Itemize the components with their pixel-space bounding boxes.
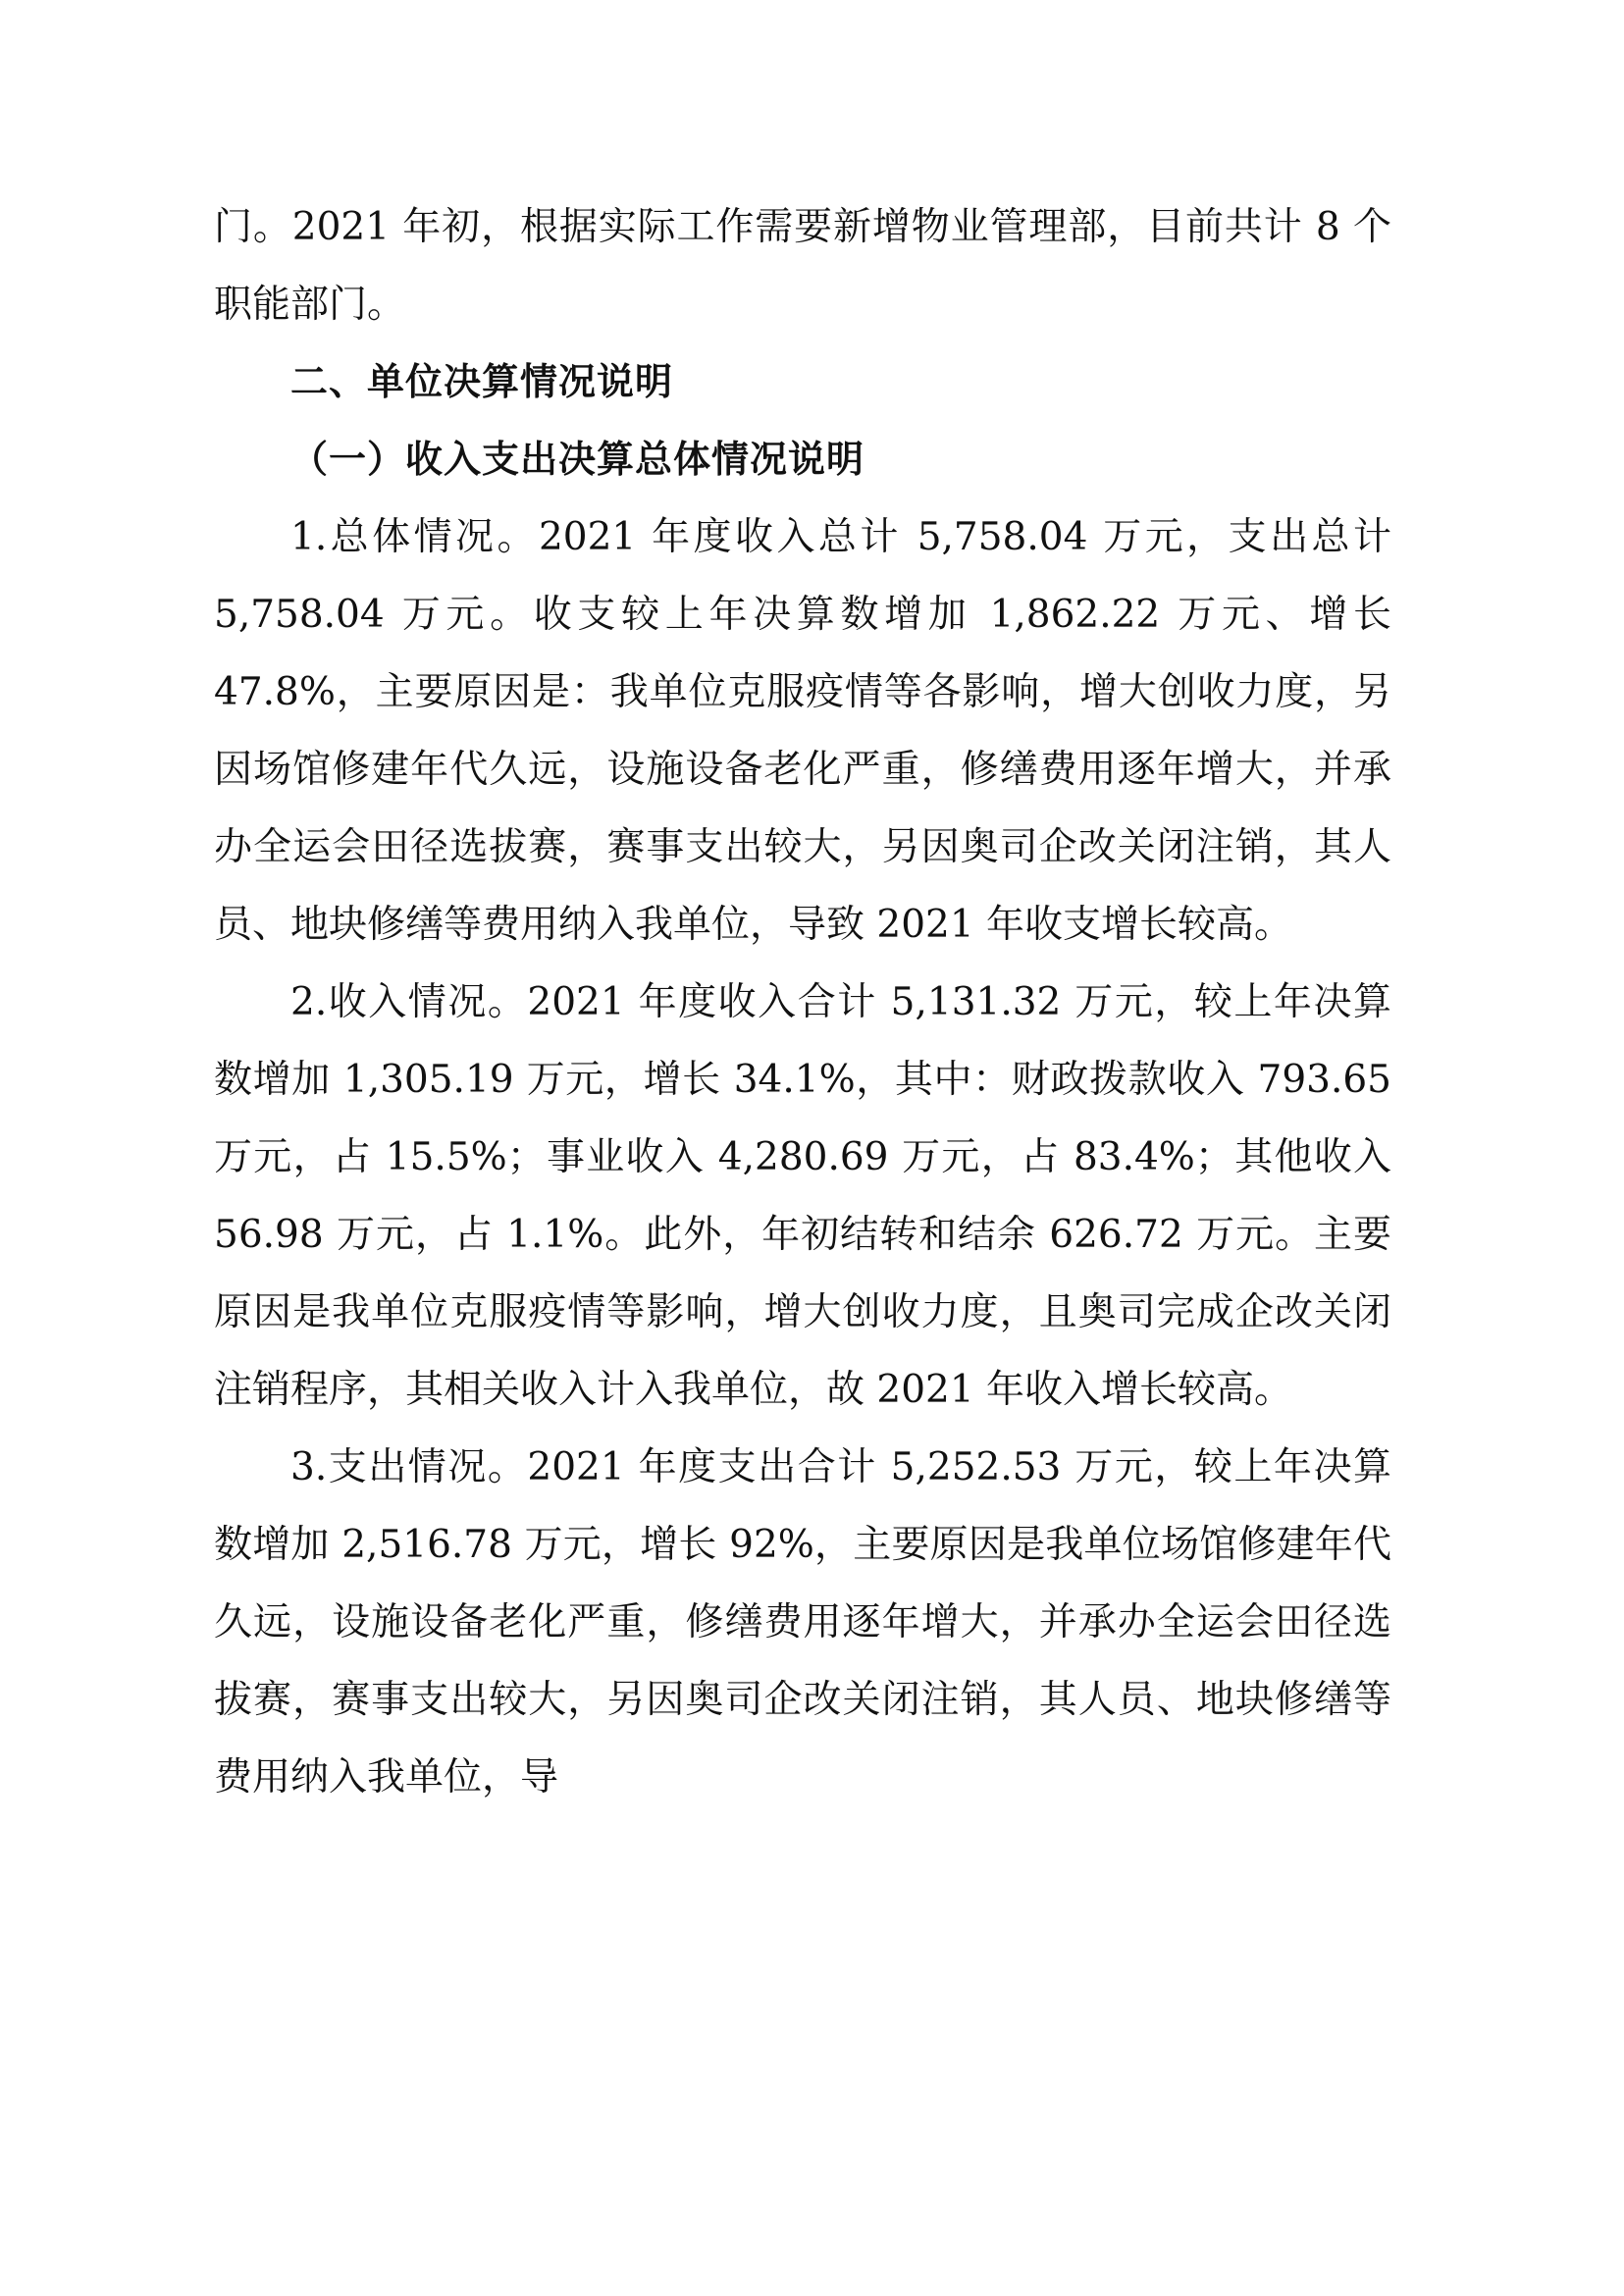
paragraph-overall-situation: 1.总体情况。2021 年度收入总计 5,758.04 万元，支出总计 5,758.04 万元。收支较上年决算数增加 1,862.22 万元、增长 47.8%，主要原因是：我单位克服疫情等各影响，增大创收力度，另因场馆修建年代久远，设施设备老化严重，修缮费用逐年增大，并承办全运会田径选拔赛，赛事支出较大，另因奥司企改关闭注销，其人员、地块修缮等费用纳入我单位，导致 2021 年收支增长较高。 [214, 515, 1391, 947]
paragraph-expenditure-situation: 3.支出情况。2021 年度支出合计 5,252.53 万元，较上年决算数增加 2,516.78 万元，增长 92%，主要原因是我单位场馆修建年代久远，设施设备老化严重，修缮费用逐年增大，并承办全运会田径选拔赛，赛事支出较大，另因奥司企改关闭注销，其人员、地块修缮等费用纳入我单位，导 [214, 1445, 1391, 1800]
paragraph-continued: 门。2021 年初，根据实际工作需要新增物业管理部，目前共计 8 个职能部门。 [214, 205, 1391, 327]
document-body [214, 188, 1391, 1816]
subsection-heading-1: （一）收入支出决算总体情况说明 [290, 438, 865, 481]
section-heading-2: 二、单位决算情况说明 [290, 360, 674, 403]
paragraph-income-situation: 2.收入情况。2021 年度收入合计 5,131.32 万元，较上年决算数增加 1,305.19 万元，增长 34.1%，其中：财政拨款收入 793.65 万元，占 15.5%；事业收入 4,280.69 万元，占 83.4%；其他收入 56.98 万元，占 1.1%。此外，年初结转和结余 626.72 万元。主要原因是我单位克服疫情等影响，增大创收力度，且奥司完成企改关闭注销程序，其相关收入计入我单位，故 2021 年收入增长较高。 [214, 980, 1391, 1412]
